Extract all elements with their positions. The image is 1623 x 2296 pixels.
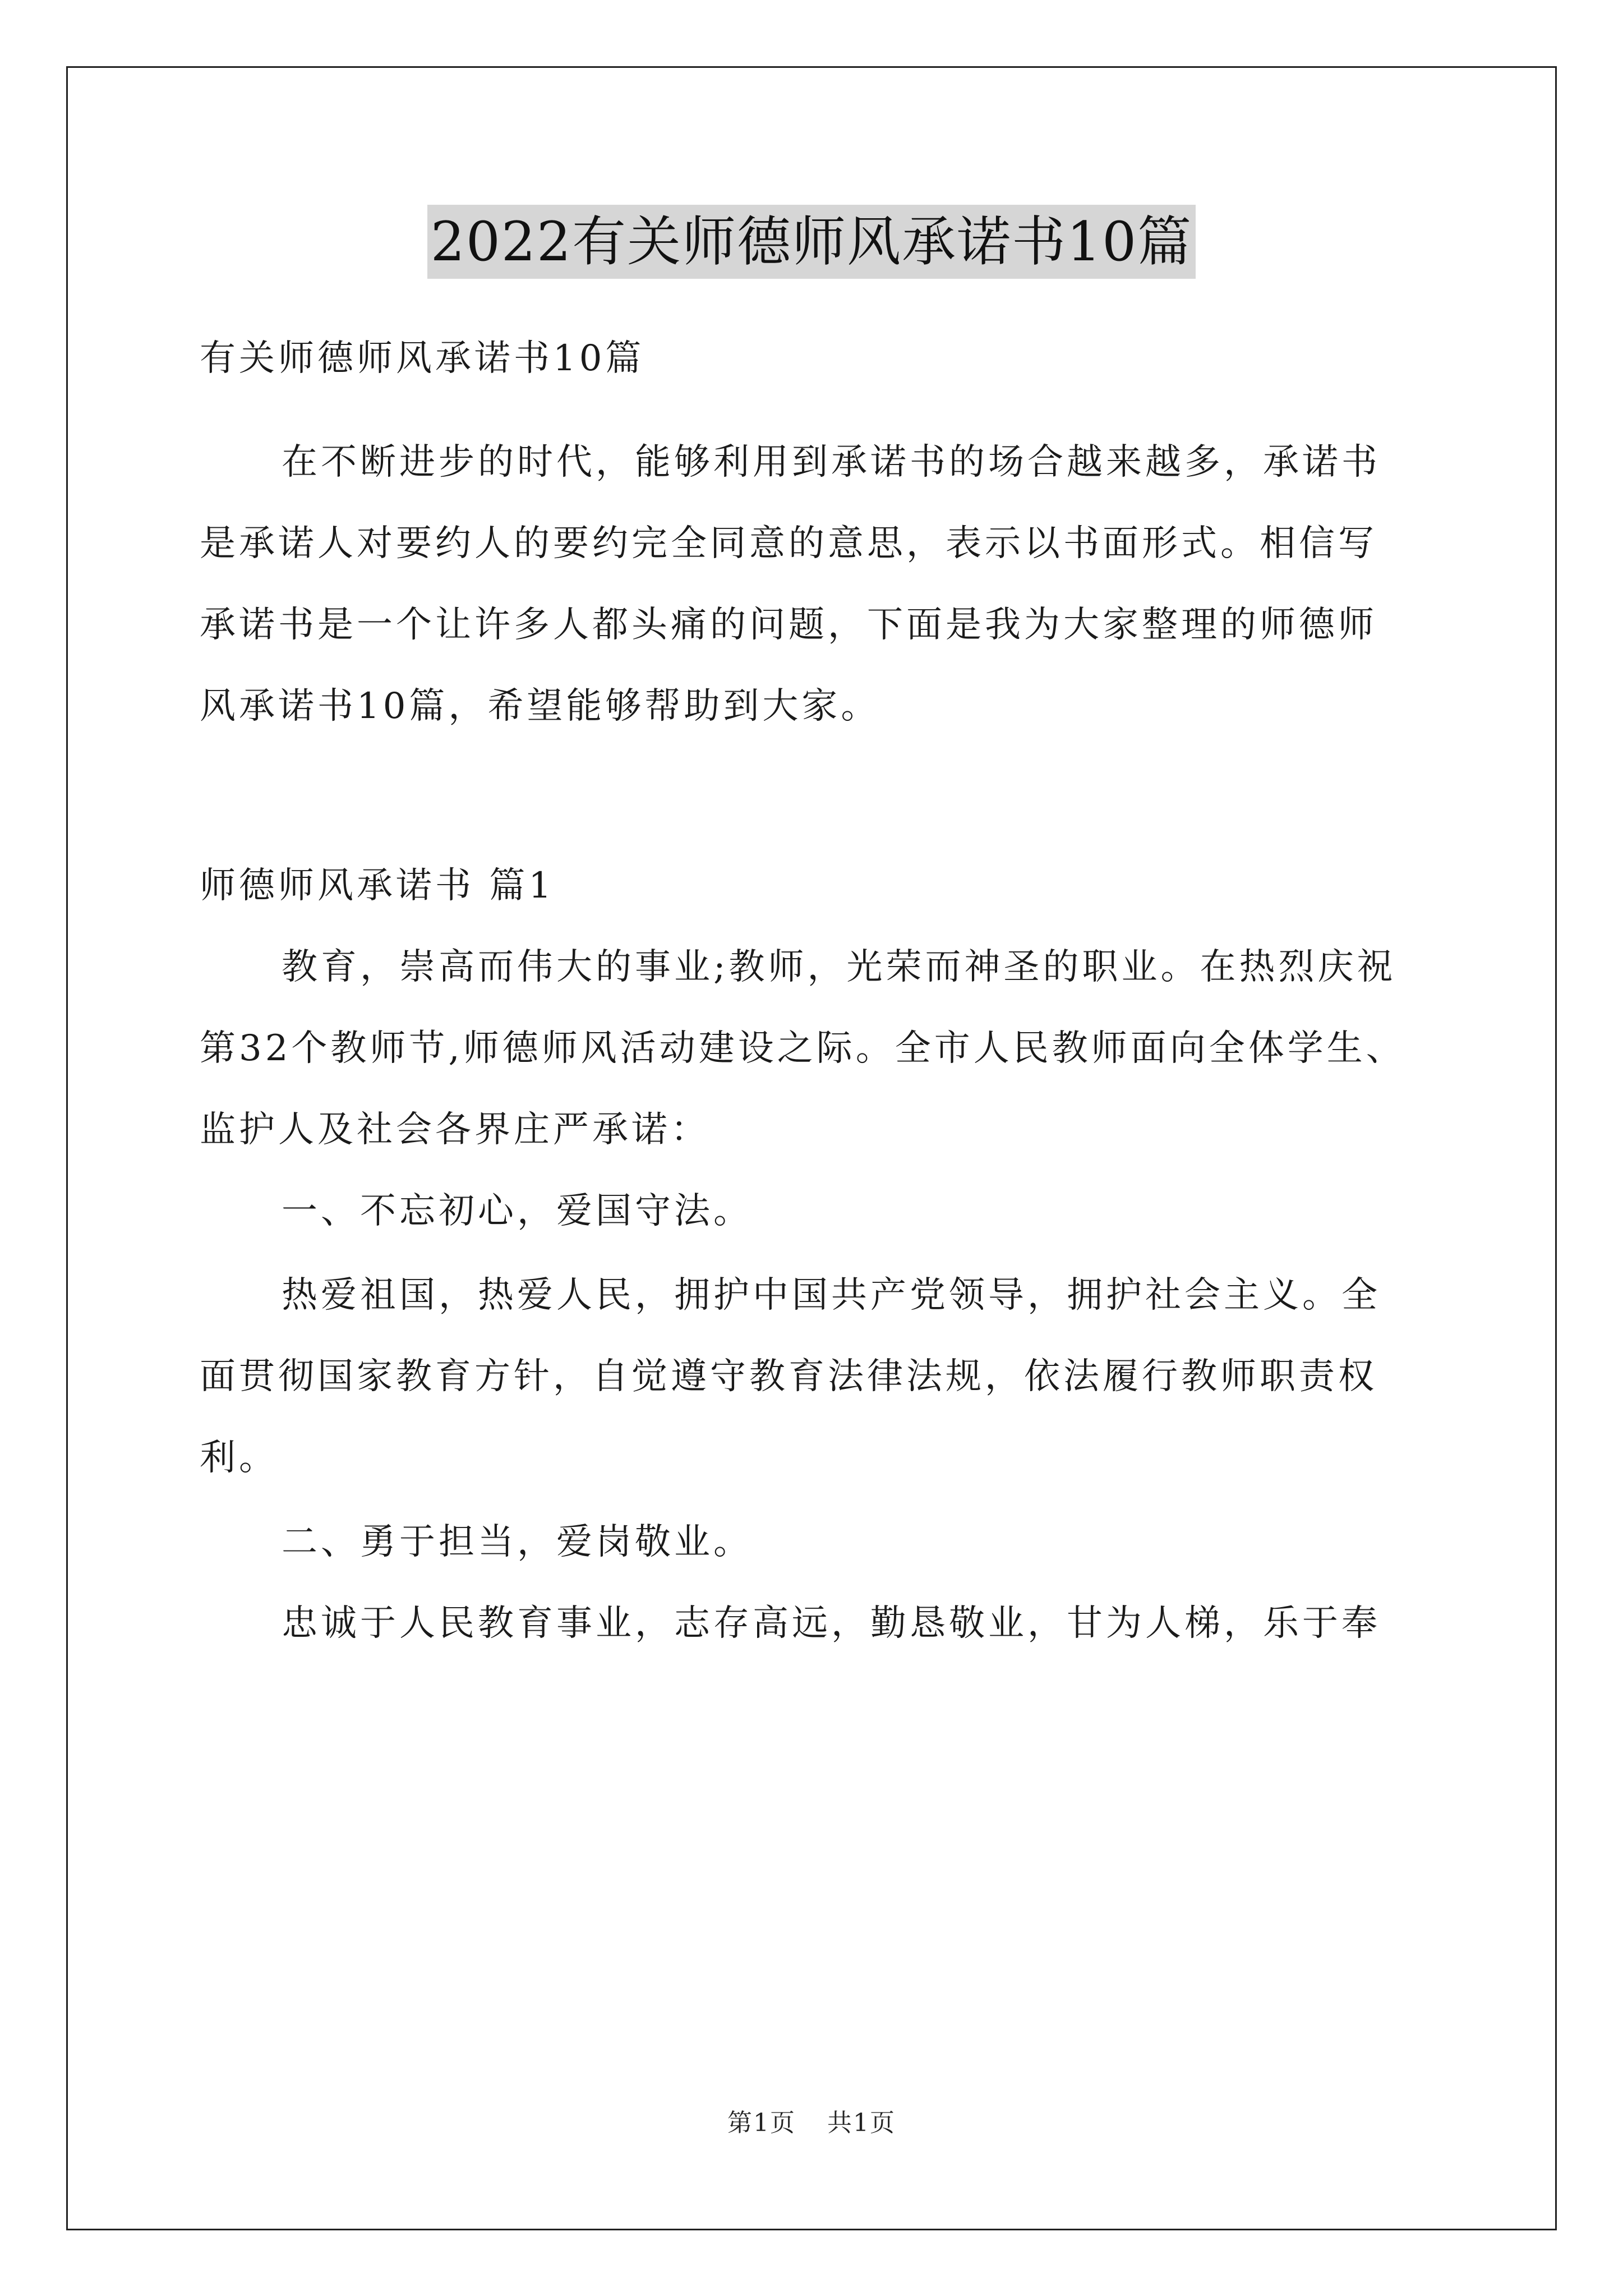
body-line: 第32个教师节,师德师风活动建设之际。全市人民教师面向全体学生、 [200,1028,1405,1069]
body-line: 利。 [200,1437,278,1479]
body-line: 承诺书是一个让许多人都头痛的问题，下面是我为大家整理的师德师 [200,604,1377,646]
document-title: 2022有关师德师风承诺书10篇 [427,205,1196,279]
page-total: 共1页 [827,2109,896,2137]
section-heading: 师德师风承诺书 篇1 [200,865,555,907]
body-line: 风承诺书10篇，希望能够帮助到大家。 [200,685,880,727]
subtitle-line: 有关师德师风承诺书10篇 [200,338,645,379]
body-line: 面贯彻国家教育方针，自觉遵守教育法律法规，依法履行教师职责权 [200,1356,1377,1397]
title-container [0,205,1623,279]
body-line: 忠诚于人民教育事业，志存高远，勤恳敬业，甘为人梯，乐于奉 [282,1603,1381,1644]
body-line: 教育，崇高而伟大的事业;教师，光荣而神圣的职业。在热烈庆祝 [282,946,1396,988]
body-line: 在不断进步的时代，能够利用到承诺书的场合越来越多，承诺书 [282,441,1381,483]
body-line: 热爱祖国，热爱人民，拥护中国共产党领导，拥护社会主义。全 [282,1274,1381,1316]
page-number: 第1页 [727,2109,796,2137]
body-line: 一、不忘初心，爱国守法。 [282,1190,753,1232]
body-line: 监护人及社会各界庄严承诺： [200,1109,710,1151]
body-line: 二、勇于担当，爱岗敬业。 [282,1521,753,1563]
body-line: 是承诺人对要约人的要约完全同意的意思，表示以书面形式。相信写 [200,523,1377,564]
page-footer [0,2102,1623,2138]
